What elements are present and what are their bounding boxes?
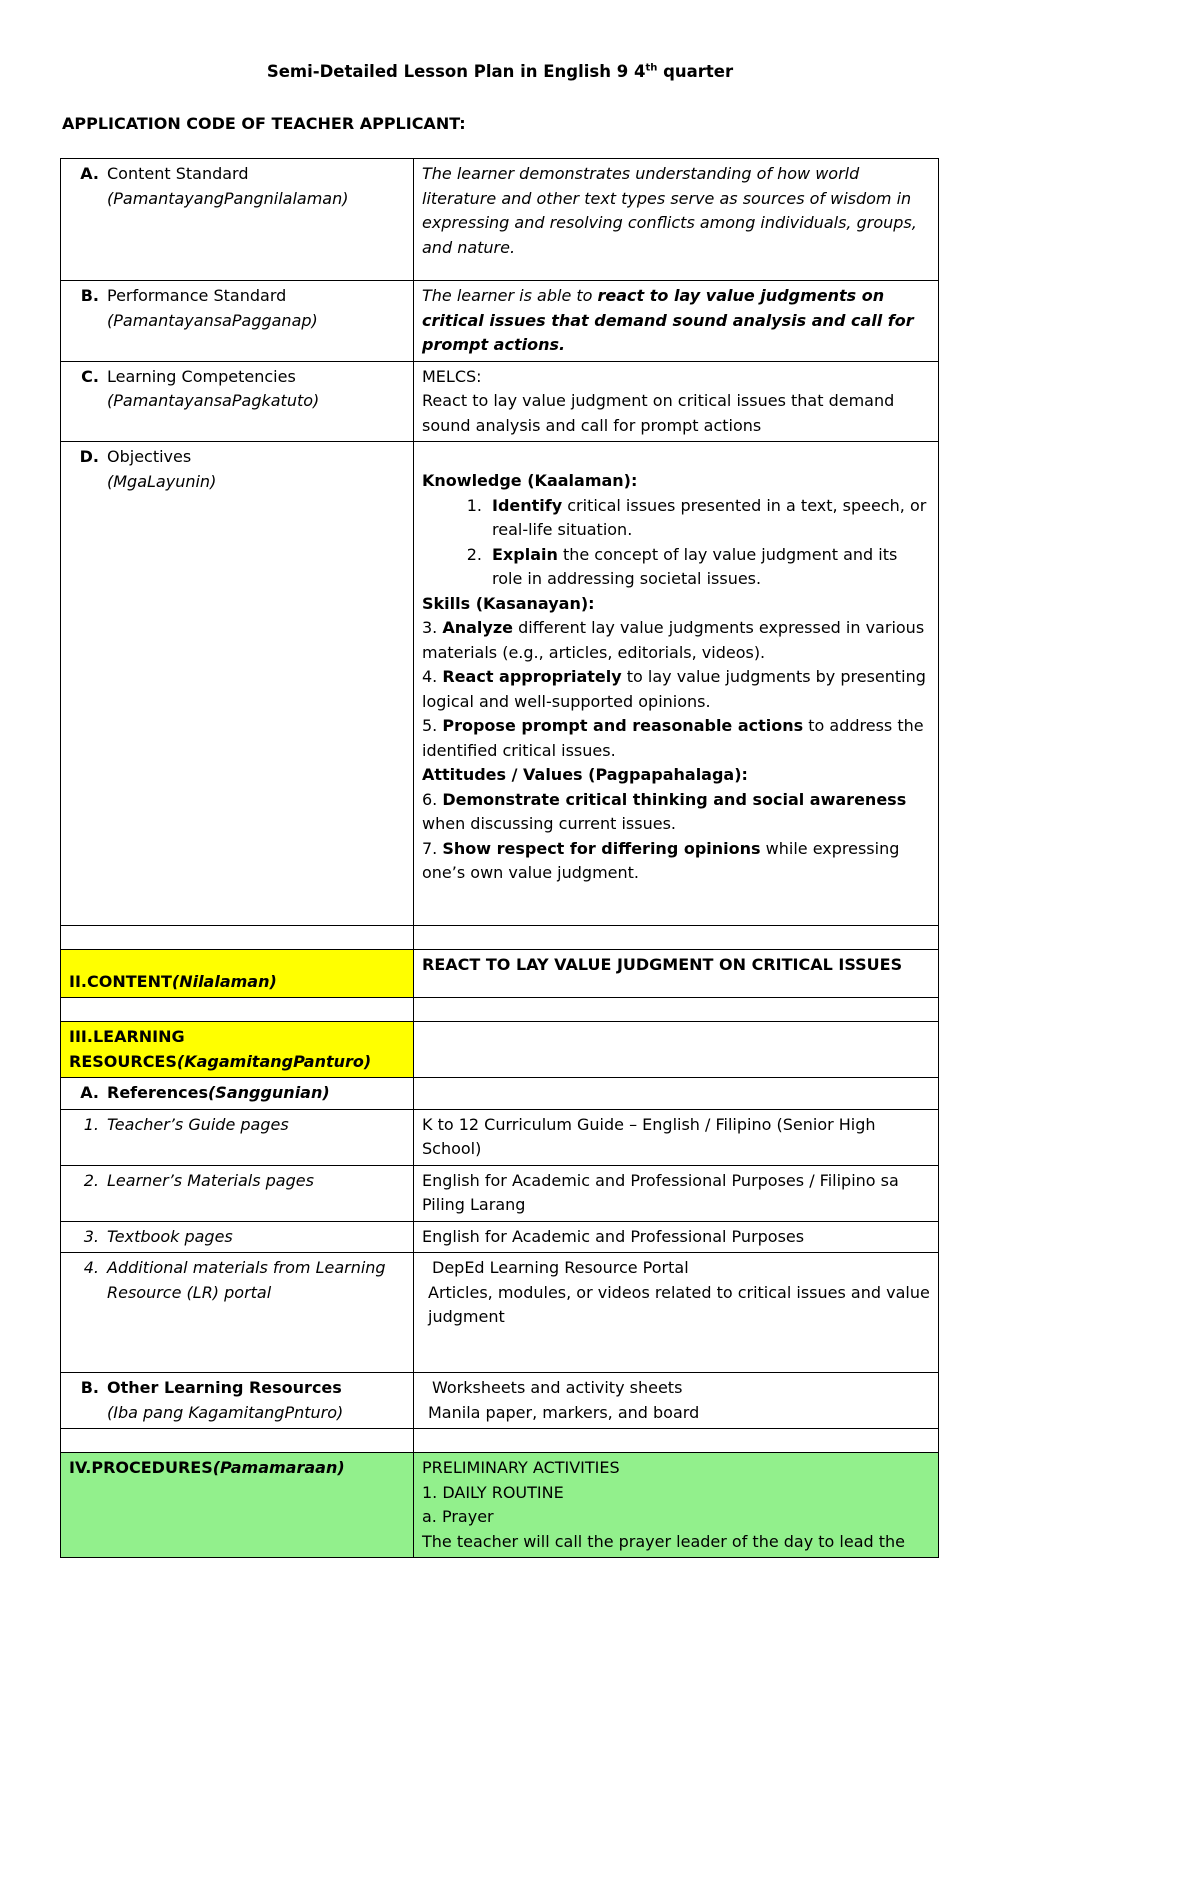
row-content-standard: A. Content Standard (PamantayangPangnilalaman) The learner demonstrates understanding of how world literature and other text types serve as sources of wisdom in expressing and resolving conflicts among individuals, groups, and nature. [61, 159, 939, 281]
objective-item: 4. React appropriately to lay value judgments by presenting logical and well-supported opinions. [422, 667, 926, 711]
objective-item: 5. Propose prompt and reasonable actions to address the identified critical issues. [422, 716, 924, 760]
textbook-value: English for Academic and Professional Purposes [414, 1221, 939, 1253]
procedures-label: IV.PROCEDURES [69, 1458, 213, 1477]
objective-item: 7. Show respect for differing opinions while expressing one’s own value judgment. [422, 838, 900, 882]
additional-materials-value: DepEd Learning Resource Portal Articles, modules, or videos related to critical issues and value judgment [414, 1253, 939, 1373]
empty-row [61, 1429, 939, 1453]
empty-row [61, 926, 939, 950]
procedures-text: PRELIMINARY ACTIVITIES 1. DAILY ROUTINE a. Prayer The teacher will call the prayer leader of the day to lead the [414, 1453, 939, 1558]
references-label: References [107, 1083, 208, 1102]
objective-item: 3. Analyze different lay value judgments expressed in various materials (e.g., articles, editorials, videos). [422, 618, 925, 662]
other-resources-sublabel: (Iba pang KagamitangPnturo) [107, 1402, 344, 1422]
row-other-resources: B. Other Learning Resources (Iba pang KagamitangPnturo) Worksheets and activity sheets Manila paper, markers, and board [61, 1373, 939, 1429]
row-learning-resources: III.LEARNING RESOURCES(KagamitangPanturo) [61, 1022, 939, 1078]
learning-competencies-label: Learning Competencies [107, 366, 296, 386]
learning-competencies-text: MELCS: React to lay value judgment on critical issues that demand sound analysis and call for prompt actions [414, 361, 939, 442]
content-standard-label: Content Standard [107, 164, 249, 183]
row-performance-standard: B. Performance Standard (PamantayansaPagganap) The learner is able to react to lay value judgments on critical issues that demand sound analysis and call for prompt actions. [61, 281, 939, 362]
row-references: A. References(Sanggunian) [61, 1078, 939, 1110]
skills-heading: Skills (Kasanayan): [422, 593, 595, 613]
content-section-value: REACT TO LAY VALUE JUDGMENT ON CRITICAL ISSUES [414, 950, 939, 998]
row-content: II.CONTENT(Nilalaman) REACT TO LAY VALUE JUDGMENT ON CRITICAL ISSUES [61, 950, 939, 998]
learners-materials-value: English for Academic and Professional Purposes / Filipino sa Piling Larang [414, 1165, 939, 1221]
document-title: Semi-Detailed Lesson Plan in English 9 4th quarter [266, 62, 734, 81]
learning-resources-label: III.LEARNING RESOURCES [69, 1027, 185, 1071]
content-section-label: II.CONTENT [69, 971, 172, 991]
application-code-label: APPLICATION CODE OF TEACHER APPLICANT: [62, 114, 466, 133]
objective-item: 2. Explain the concept of lay value judgment and its role in addressing societal issues. [466, 544, 898, 588]
objective-item: 6. Demonstrate critical thinking and social awareness when discussing current issues. [422, 789, 907, 833]
knowledge-heading: Knowledge (Kaalaman): [422, 471, 638, 490]
lesson-plan-table [60, 158, 939, 1558]
row-additional-materials: 4. Additional materials from Learning Resource (LR) portal DepEd Learning Resource Portal Articles, modules, or videos related to critical issues and value judgment [61, 1253, 939, 1373]
row-textbook: 3. Textbook pages English for Academic and Professional Purposes [61, 1221, 939, 1253]
content-standard-sublabel: (PamantayangPangnilalaman) [107, 188, 349, 208]
attitudes-heading: Attitudes / Values (Pagpapahalaga): [422, 765, 748, 784]
empty-row [61, 998, 939, 1022]
performance-standard-sublabel: (PamantayansaPagganap) [107, 310, 318, 330]
objectives-label: Objectives [107, 447, 192, 466]
row-teachers-guide: 1. Teacher’s Guide pages K to 12 Curriculum Guide – English / Filipino (Senior High School) [61, 1109, 939, 1165]
teachers-guide-label: Teacher’s Guide pages [107, 1114, 289, 1134]
performance-standard-label: Performance Standard [107, 286, 287, 305]
objectives-sublabel: (MgaLayunin) [107, 471, 217, 491]
textbook-label: Textbook pages [107, 1226, 233, 1246]
teachers-guide-value: K to 12 Curriculum Guide – English / Filipino (Senior High School) [414, 1109, 939, 1165]
learners-materials-label: Learner’s Materials pages [107, 1170, 314, 1190]
additional-materials-label: Additional materials from Learning Resource (LR) portal [107, 1258, 386, 1302]
row-learners-materials: 2. Learner’s Materials pages English for Academic and Professional Purposes / Filipino sa Piling Larang [61, 1165, 939, 1221]
objectives-text [414, 442, 939, 926]
row-procedures: IV.PROCEDURES(Pamamaraan) PRELIMINARY ACTIVITIES 1. DAILY ROUTINE a. Prayer The teacher will call the prayer leader of the day to lead the [61, 1453, 939, 1558]
learning-competencies-sublabel: (PamantayansaPagkatuto) [107, 391, 320, 410]
row-objectives: D. Objectives (MgaLayunin) Knowledge (Kaalaman): 1. Identify critical issues presented in a text, speech, or real-life situation. 2. Explain the concept of lay value judgment and its role in addressing societal issues. Skills (Kasanayan): 3. Analyze different lay value judgments expressed in various materials (e.g., articles, editorials, videos). 4. React appropriately to lay value judgments by presenting logical and well-supported opinions. 5. Propose prompt and reasonable actions to address the identified critical issues. Attitudes / Values (Pagpapahalaga): 6. Demonstrate critical thinking and social awareness when discussing current issues. 7. Show respect for differing opinions while expressing one’s own value judgment. [61, 442, 939, 926]
content-standard-text: The learner demonstrates understanding of how world literature and other text types serve as sources of wisdom in expressing and resolving conflicts among individuals, groups, and nature. [414, 159, 939, 281]
other-resources-label: Other Learning Resources [107, 1378, 342, 1397]
objective-item: 1. Identify critical issues presented in a text, speech, or real-life situation. [466, 495, 927, 539]
other-resources-value: Worksheets and activity sheets Manila paper, markers, and board [414, 1373, 939, 1429]
performance-standard-text: The learner is able to react to lay value judgments on critical issues that demand sound analysis and call for prompt actions. [414, 281, 939, 362]
row-learning-competencies: C. Learning Competencies (PamantayansaPagkatuto) MELCS: React to lay value judgment on critical issues that demand sound analysis and call for prompt actions [61, 361, 939, 442]
